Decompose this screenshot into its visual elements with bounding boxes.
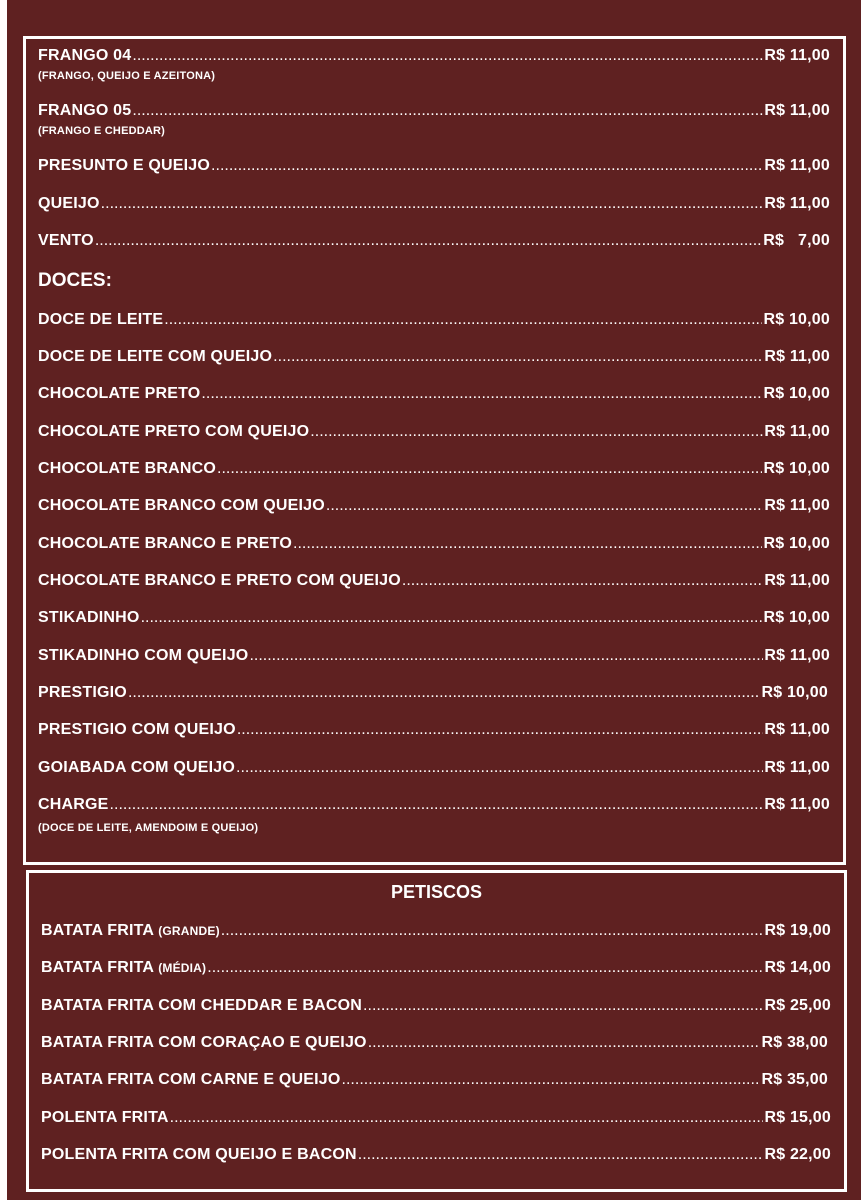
menu-item <box>38 759 830 777</box>
menu-item <box>41 1071 828 1089</box>
dot-leader <box>201 385 762 403</box>
menu-item <box>38 721 830 739</box>
menu-item <box>41 1034 828 1052</box>
menu-item <box>38 195 830 213</box>
item-name: POLENTA FRITA <box>41 1109 169 1126</box>
item-name: CHOCOLATE BRANCO <box>38 460 217 477</box>
dot-leader <box>141 609 763 627</box>
section-heading-petiscos: PETISCOS <box>390 882 483 902</box>
item-name: CHOCOLATE BRANCO E PRETO <box>38 535 292 552</box>
item-price: R$ 10,00 <box>763 311 830 328</box>
menu-item <box>41 1146 831 1164</box>
item-price: R$ 11,00 <box>764 497 830 514</box>
item-price: R$ 11,00 <box>764 348 830 365</box>
item-name: VENTO <box>38 232 94 249</box>
item-price: R$ 35,00 <box>761 1071 828 1088</box>
item-name: BATATA FRITA COM CARNE E QUEIJO <box>41 1071 341 1088</box>
item-name: STIKADINHO <box>38 609 140 626</box>
item-size: (MÉDIA) <box>158 961 207 975</box>
item-name: DOCE DE LEITE COM QUEIJO <box>38 348 273 365</box>
item-name: PRESTIGIO <box>38 684 127 701</box>
item-price: R$ 11,00 <box>764 102 830 119</box>
item-name: FRANGO 05 <box>38 102 132 119</box>
dot-leader <box>363 997 763 1015</box>
menu-item <box>38 535 830 553</box>
item-price: R$ 38,00 <box>761 1034 828 1051</box>
item-name: BATATA FRITA COM CORAÇAO E QUEIJO <box>41 1034 367 1051</box>
item-price: R$ 10,00 <box>763 460 830 477</box>
item-name: BATATA FRITA <box>41 959 155 976</box>
item-name: STIKADINHO COM QUEIJO <box>38 647 249 664</box>
item-name: PRESUNTO E QUEIJO <box>38 157 211 174</box>
dot-leader <box>207 959 763 977</box>
item-description: (FRANGO E CHEDDAR) <box>38 125 166 137</box>
dot-leader <box>249 647 763 665</box>
item-price: R$ 10,00 <box>763 609 830 626</box>
dot-leader <box>236 759 763 777</box>
item-name: CHOCOLATE BRANCO COM QUEIJO <box>38 497 325 514</box>
menu-item <box>38 460 830 478</box>
menu-item <box>41 1109 831 1127</box>
dot-leader <box>358 1146 764 1164</box>
menu-item <box>38 47 830 65</box>
item-name: CHOCOLATE PRETO COM QUEIJO <box>38 423 310 440</box>
dot-leader <box>217 460 762 478</box>
menu-item <box>38 385 830 403</box>
item-price: R$ 7,00 <box>763 232 830 249</box>
item-name: POLENTA FRITA COM QUEIJO E BACON <box>41 1146 357 1163</box>
menu-item <box>41 997 831 1015</box>
item-name: GOIABADA COM QUEIJO <box>38 759 235 776</box>
section-heading-doces: DOCES: <box>38 270 112 291</box>
menu-item <box>38 647 830 665</box>
item-price: R$ 11,00 <box>764 47 830 64</box>
item-price: R$ 10,00 <box>763 535 830 552</box>
item-price: R$ 19,00 <box>764 922 831 939</box>
item-price: R$ 22,00 <box>764 1146 831 1163</box>
item-name: CHOCOLATE PRETO <box>38 385 201 402</box>
menu-item <box>38 572 830 590</box>
item-name: PRESTIGIO COM QUEIJO <box>38 721 236 738</box>
menu-item <box>41 959 831 977</box>
menu-item <box>38 157 830 175</box>
item-name: BATATA FRITA <box>41 922 155 939</box>
dot-leader <box>221 922 764 940</box>
item-price: R$ 11,00 <box>764 157 830 174</box>
menu-item <box>38 609 830 627</box>
dot-leader <box>164 311 762 329</box>
menu-item <box>38 102 830 120</box>
item-name: FRANGO 04 <box>38 47 132 64</box>
menu-item <box>38 497 830 515</box>
menu-frame-petiscos <box>26 870 847 1192</box>
dot-leader <box>402 572 763 590</box>
item-name: QUEIJO <box>38 195 100 212</box>
menu-item <box>38 348 830 366</box>
item-name: DOCE DE LEITE <box>38 311 164 328</box>
dot-leader <box>132 47 763 65</box>
item-name: CHARGE <box>38 796 109 813</box>
menu-item <box>38 423 830 441</box>
menu-item <box>38 232 830 250</box>
dot-leader <box>310 423 763 441</box>
dot-leader <box>342 1071 761 1089</box>
item-description: (FRANGO, QUEIJO E AZEITONA) <box>38 70 216 82</box>
dot-leader <box>211 157 763 175</box>
dot-leader <box>237 721 764 739</box>
item-description: (DOCE DE LEITE, AMENDOIM E QUEIJO) <box>38 822 259 834</box>
dot-leader <box>170 1109 764 1127</box>
dot-leader <box>95 232 762 250</box>
item-size: (GRANDE) <box>158 924 220 938</box>
dot-leader <box>101 195 764 213</box>
dot-leader <box>273 348 763 366</box>
item-price: R$ 11,00 <box>764 647 830 664</box>
item-name: CHOCOLATE BRANCO E PRETO COM QUEIJO <box>38 572 401 589</box>
dot-leader <box>293 535 762 553</box>
dot-leader <box>326 497 763 515</box>
item-price: R$ 11,00 <box>764 796 830 813</box>
item-price: R$ 25,00 <box>764 997 831 1014</box>
item-price: R$ 11,00 <box>764 721 830 738</box>
item-price: R$ 10,00 <box>763 385 830 402</box>
item-price: R$ 11,00 <box>764 423 830 440</box>
item-price: R$ 11,00 <box>764 759 830 776</box>
menu-item <box>38 684 828 702</box>
dot-leader <box>132 102 763 120</box>
dot-leader <box>128 684 761 702</box>
menu-item <box>38 796 830 814</box>
item-name: BATATA FRITA COM CHEDDAR E BACON <box>41 997 363 1014</box>
menu-item <box>38 311 830 329</box>
item-price: R$ 11,00 <box>764 195 830 212</box>
dot-leader <box>368 1034 761 1052</box>
item-price: R$ 10,00 <box>761 684 828 701</box>
menu-item <box>41 922 831 940</box>
dot-leader <box>110 796 764 814</box>
item-price: R$ 11,00 <box>764 572 830 589</box>
item-price: R$ 14,00 <box>764 959 831 976</box>
item-price: R$ 15,00 <box>764 1109 831 1126</box>
